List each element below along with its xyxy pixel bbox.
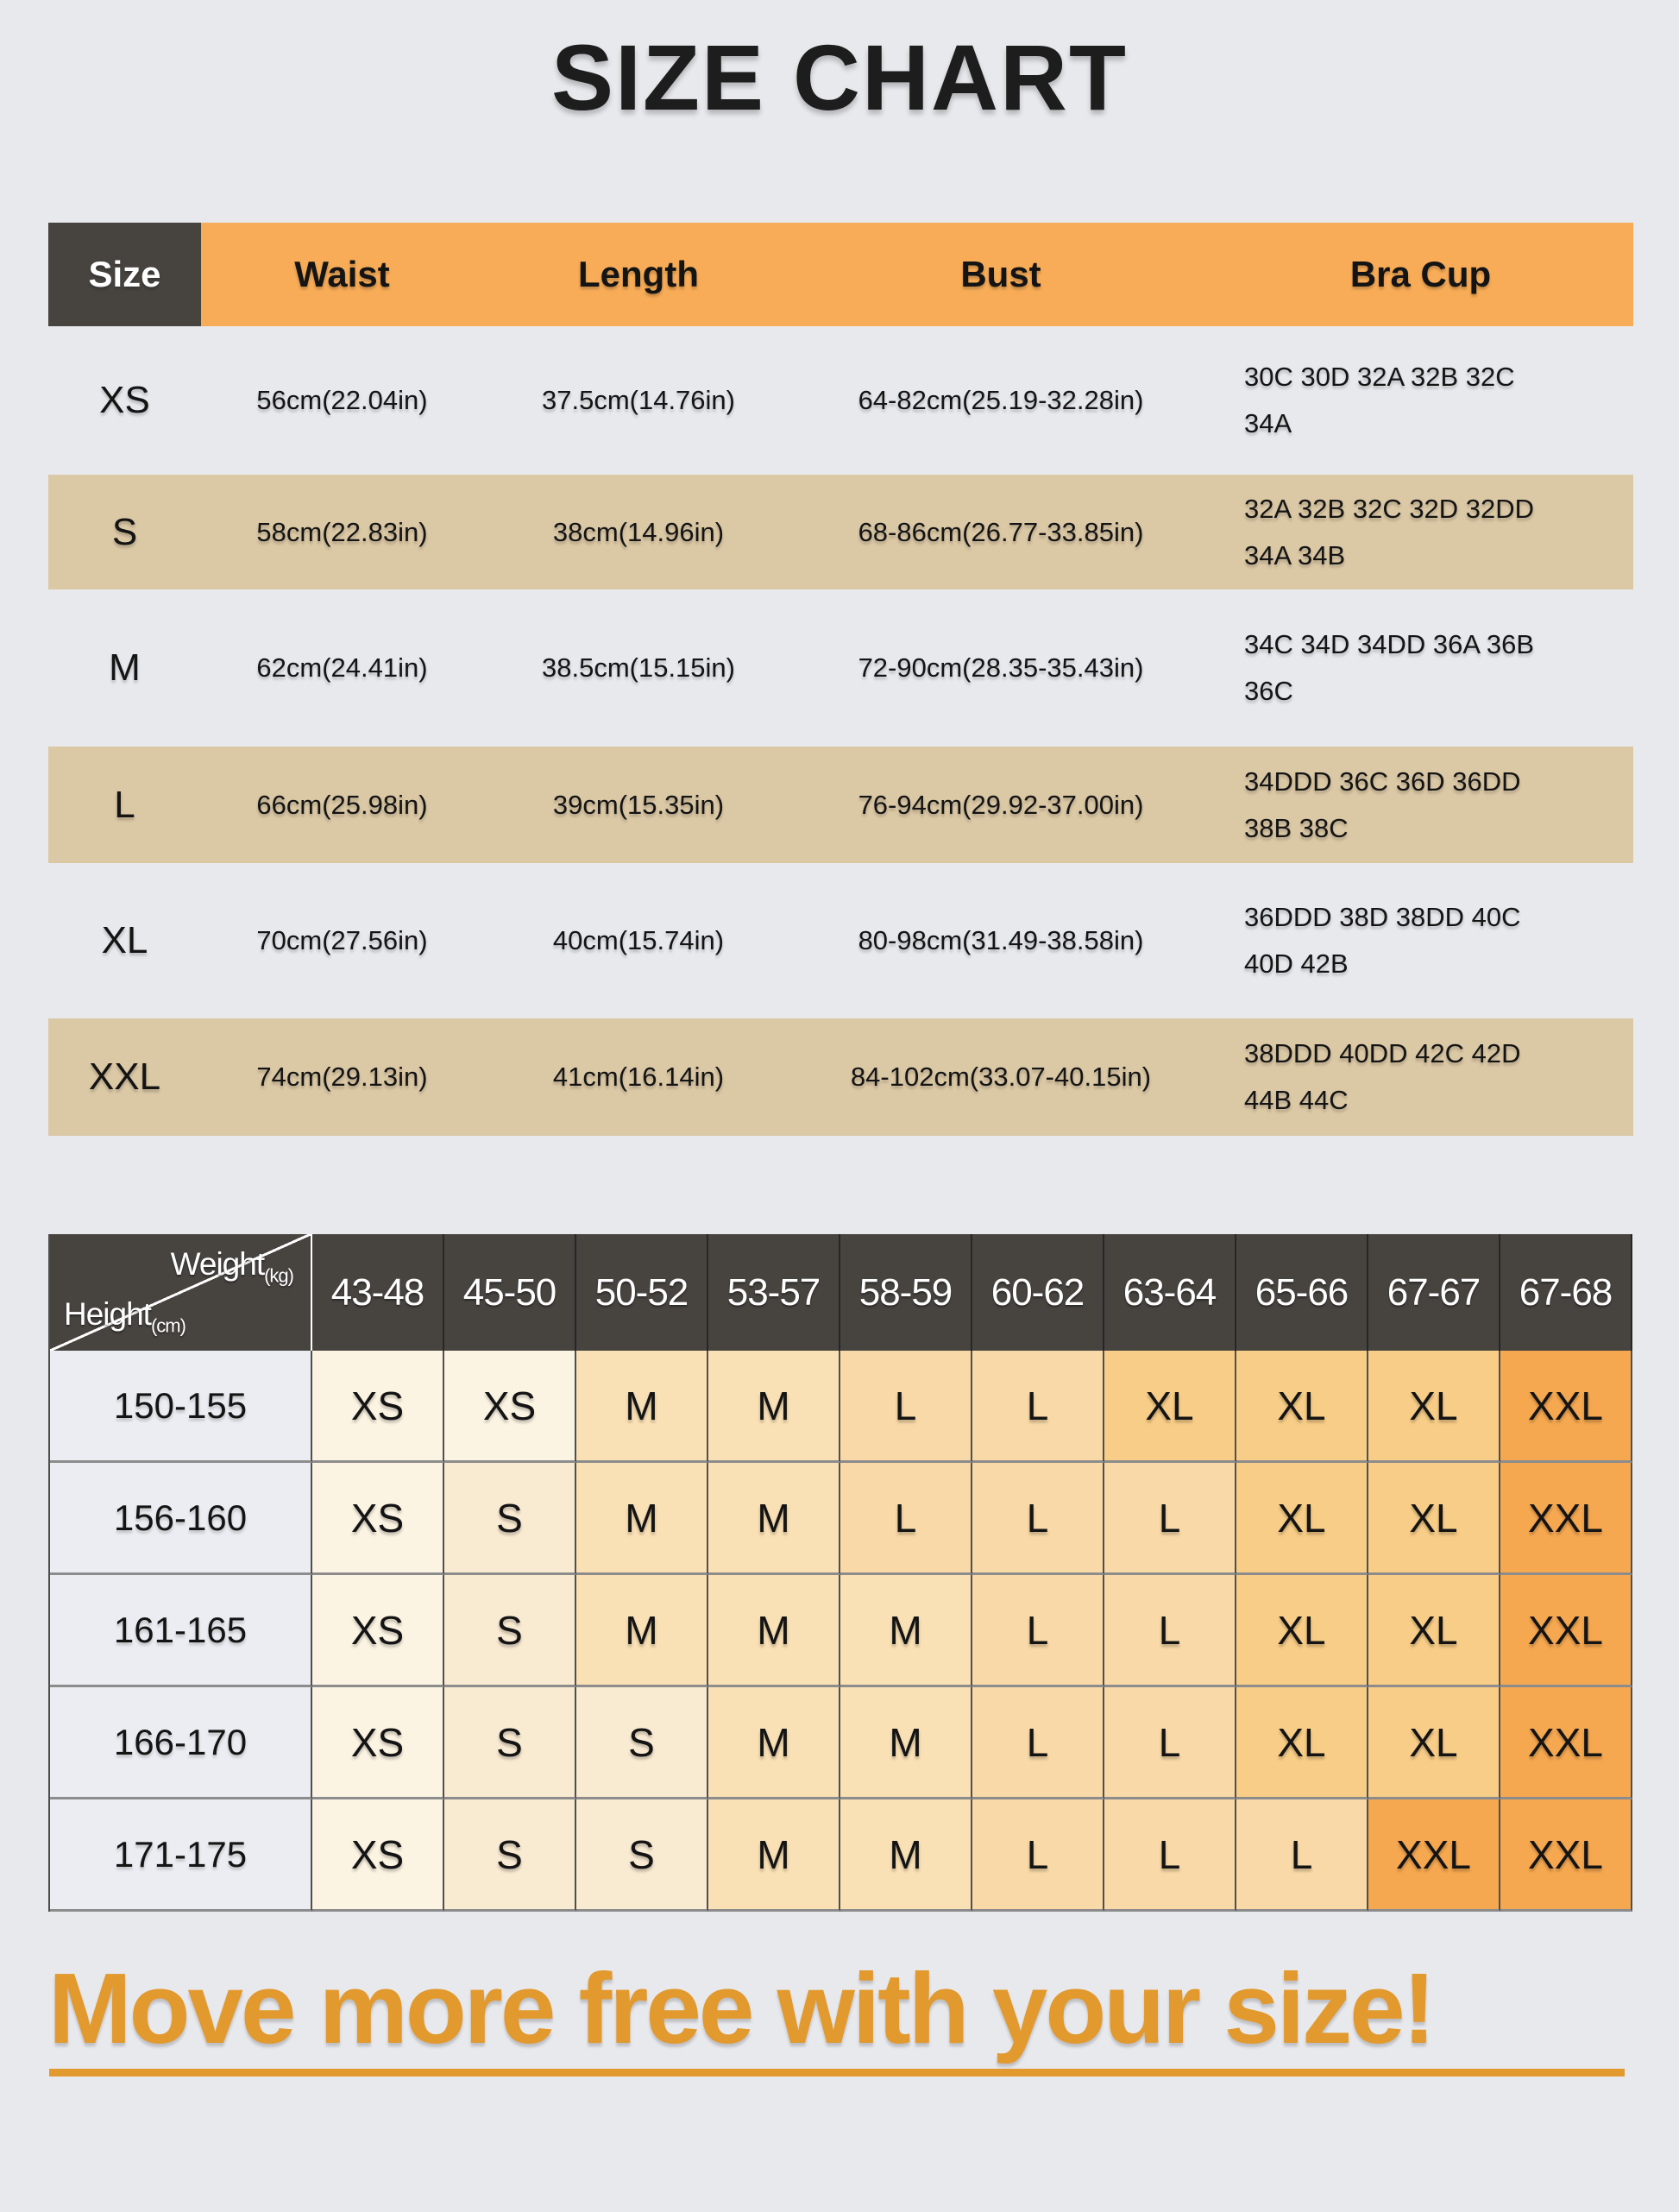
matrix-cell: XS (312, 1799, 444, 1912)
bra-cup-value: 34DDD 36C 36D 36DD 38B 38C (1208, 747, 1633, 863)
length-value: 37.5cm(14.76in) (541, 385, 735, 416)
matrix-cell: L (840, 1463, 972, 1575)
waist-value: 70cm(27.56in) (256, 925, 428, 956)
size-label: S (48, 475, 201, 589)
matrix-cell: XS (312, 1687, 444, 1799)
matrix-cell: XXL (1500, 1687, 1632, 1799)
length-value: 38cm(14.96in) (483, 475, 794, 589)
matrix-cell: XXL (1500, 1799, 1632, 1912)
weight-col-header: 50-52 (576, 1234, 708, 1351)
matrix-cell: XL (1236, 1463, 1368, 1575)
matrix-corner-cell (50, 1234, 312, 1351)
matrix-cell: M (576, 1463, 708, 1575)
matrix-cell: L (1104, 1575, 1236, 1687)
bra-cup-value: 34C 34D 34DD 36A 36B 36C (1244, 629, 1535, 707)
matrix-cell: XS (312, 1351, 444, 1463)
matrix-cell: XXL (1500, 1351, 1632, 1463)
matrix-cell: L (840, 1351, 972, 1463)
matrix-cell: XL (1236, 1687, 1368, 1799)
matrix-cell: XXL (1500, 1575, 1632, 1687)
weight-col-header: 60-62 (972, 1234, 1104, 1351)
bust-value: 84-102cm(33.07-40.15in) (794, 1018, 1208, 1136)
size-table-header-waist: Waist (201, 223, 483, 326)
weight-col-header: 43-48 (312, 1234, 444, 1351)
matrix-cell: L (1104, 1799, 1236, 1912)
matrix-cell: XS (312, 1575, 444, 1687)
height-row-header: 171-175 (50, 1799, 312, 1912)
waist-value: 58cm(22.83in) (201, 475, 483, 589)
matrix-cell: XL (1236, 1575, 1368, 1687)
size-table-header-size: Size (48, 223, 201, 326)
height-row-header: 161-165 (50, 1575, 312, 1687)
height-row-header: 156-160 (50, 1463, 312, 1575)
waist-value: 62cm(24.41in) (256, 652, 428, 684)
length-value: 39cm(15.35in) (483, 747, 794, 863)
matrix-cell: S (576, 1799, 708, 1912)
matrix-cell: L (1104, 1687, 1236, 1799)
matrix-cell: S (444, 1463, 576, 1575)
page-title: SIZE CHART (551, 25, 1128, 129)
size-label: XXL (48, 1018, 201, 1136)
height-row-header: 166-170 (50, 1687, 312, 1799)
height-axis-label: Height$_{(cm)}$ (64, 1295, 186, 1337)
matrix-cell: M (708, 1575, 840, 1687)
bust-value: 76-94cm(29.92-37.00in) (794, 747, 1208, 863)
matrix-cell: L (972, 1799, 1104, 1912)
weight-col-header: 53-57 (708, 1234, 840, 1351)
bust-value: 80-98cm(31.49-38.58in) (858, 925, 1144, 956)
size-table-header-bra-cup: Bra Cup (1208, 223, 1633, 326)
matrix-cell: L (1236, 1799, 1368, 1912)
height-weight-matrix (48, 1234, 1631, 1912)
tagline-underline (49, 2069, 1625, 2077)
matrix-cell: M (708, 1351, 840, 1463)
weight-col-header: 67-68 (1500, 1234, 1632, 1351)
bra-cup-value: 32A 32B 32C 32D 32DD 34A 34B (1208, 475, 1633, 589)
size-label: L (48, 747, 201, 863)
matrix-cell: L (972, 1575, 1104, 1687)
waist-value: 66cm(25.98in) (201, 747, 483, 863)
size-label: M (109, 646, 141, 690)
matrix-cell: M (708, 1463, 840, 1575)
waist-value: 74cm(29.13in) (201, 1018, 483, 1136)
waist-value: 56cm(22.04in) (256, 385, 428, 416)
matrix-cell: M (840, 1687, 972, 1799)
size-table (48, 223, 1633, 1136)
matrix-cell: M (840, 1799, 972, 1912)
matrix-cell: S (444, 1687, 576, 1799)
weight-col-header: 58-59 (840, 1234, 972, 1351)
weight-col-header: 67-67 (1368, 1234, 1500, 1351)
length-value: 38.5cm(15.15in) (541, 652, 735, 684)
matrix-cell: XL (1368, 1687, 1500, 1799)
matrix-cell: M (576, 1351, 708, 1463)
weight-col-header: 45-50 (444, 1234, 576, 1351)
size-table-header-length: Length (483, 223, 794, 326)
length-value: 40cm(15.74in) (552, 925, 725, 956)
matrix-cell: M (708, 1799, 840, 1912)
weight-col-header: 63-64 (1104, 1234, 1236, 1351)
bust-value: 64-82cm(25.19-32.28in) (858, 385, 1144, 416)
matrix-cell: S (576, 1687, 708, 1799)
weight-col-header: 65-66 (1236, 1234, 1368, 1351)
bra-cup-value: 36DDD 38D 38DD 40C 40D 42B (1244, 902, 1521, 980)
matrix-cell: L (972, 1463, 1104, 1575)
bust-value: 68-86cm(26.77-33.85in) (794, 475, 1208, 589)
matrix-cell: XL (1236, 1351, 1368, 1463)
matrix-cell: XXL (1368, 1799, 1500, 1912)
matrix-cell: XS (312, 1463, 444, 1575)
length-value: 41cm(16.14in) (483, 1018, 794, 1136)
matrix-cell: L (972, 1351, 1104, 1463)
height-row-header: 150-155 (50, 1351, 312, 1463)
matrix-cell: XL (1368, 1575, 1500, 1687)
matrix-cell: S (444, 1575, 576, 1687)
size-label: XL (101, 919, 148, 962)
bra-cup-value: 30C 30D 32A 32B 32C 34A (1244, 362, 1515, 439)
matrix-cell: L (1104, 1463, 1236, 1575)
matrix-cell: XXL (1500, 1463, 1632, 1575)
weight-axis-label: Weight$_{(kg)}$ (170, 1246, 293, 1287)
size-label: XS (99, 379, 150, 422)
bust-value: 72-90cm(28.35-35.43in) (858, 652, 1144, 684)
matrix-cell: S (444, 1799, 576, 1912)
matrix-cell: XL (1104, 1351, 1236, 1463)
tagline-text: Move more free with your size! (48, 1952, 1434, 2065)
matrix-cell: L (972, 1687, 1104, 1799)
matrix-cell: XL (1368, 1463, 1500, 1575)
matrix-cell: M (840, 1575, 972, 1687)
bra-cup-value: 38DDD 40DD 42C 42D 44B 44C (1208, 1018, 1633, 1136)
size-table-header-bust: Bust (794, 223, 1208, 326)
matrix-cell: M (576, 1575, 708, 1687)
matrix-cell: XL (1368, 1351, 1500, 1463)
matrix-cell: M (708, 1687, 840, 1799)
matrix-cell: XS (444, 1351, 576, 1463)
